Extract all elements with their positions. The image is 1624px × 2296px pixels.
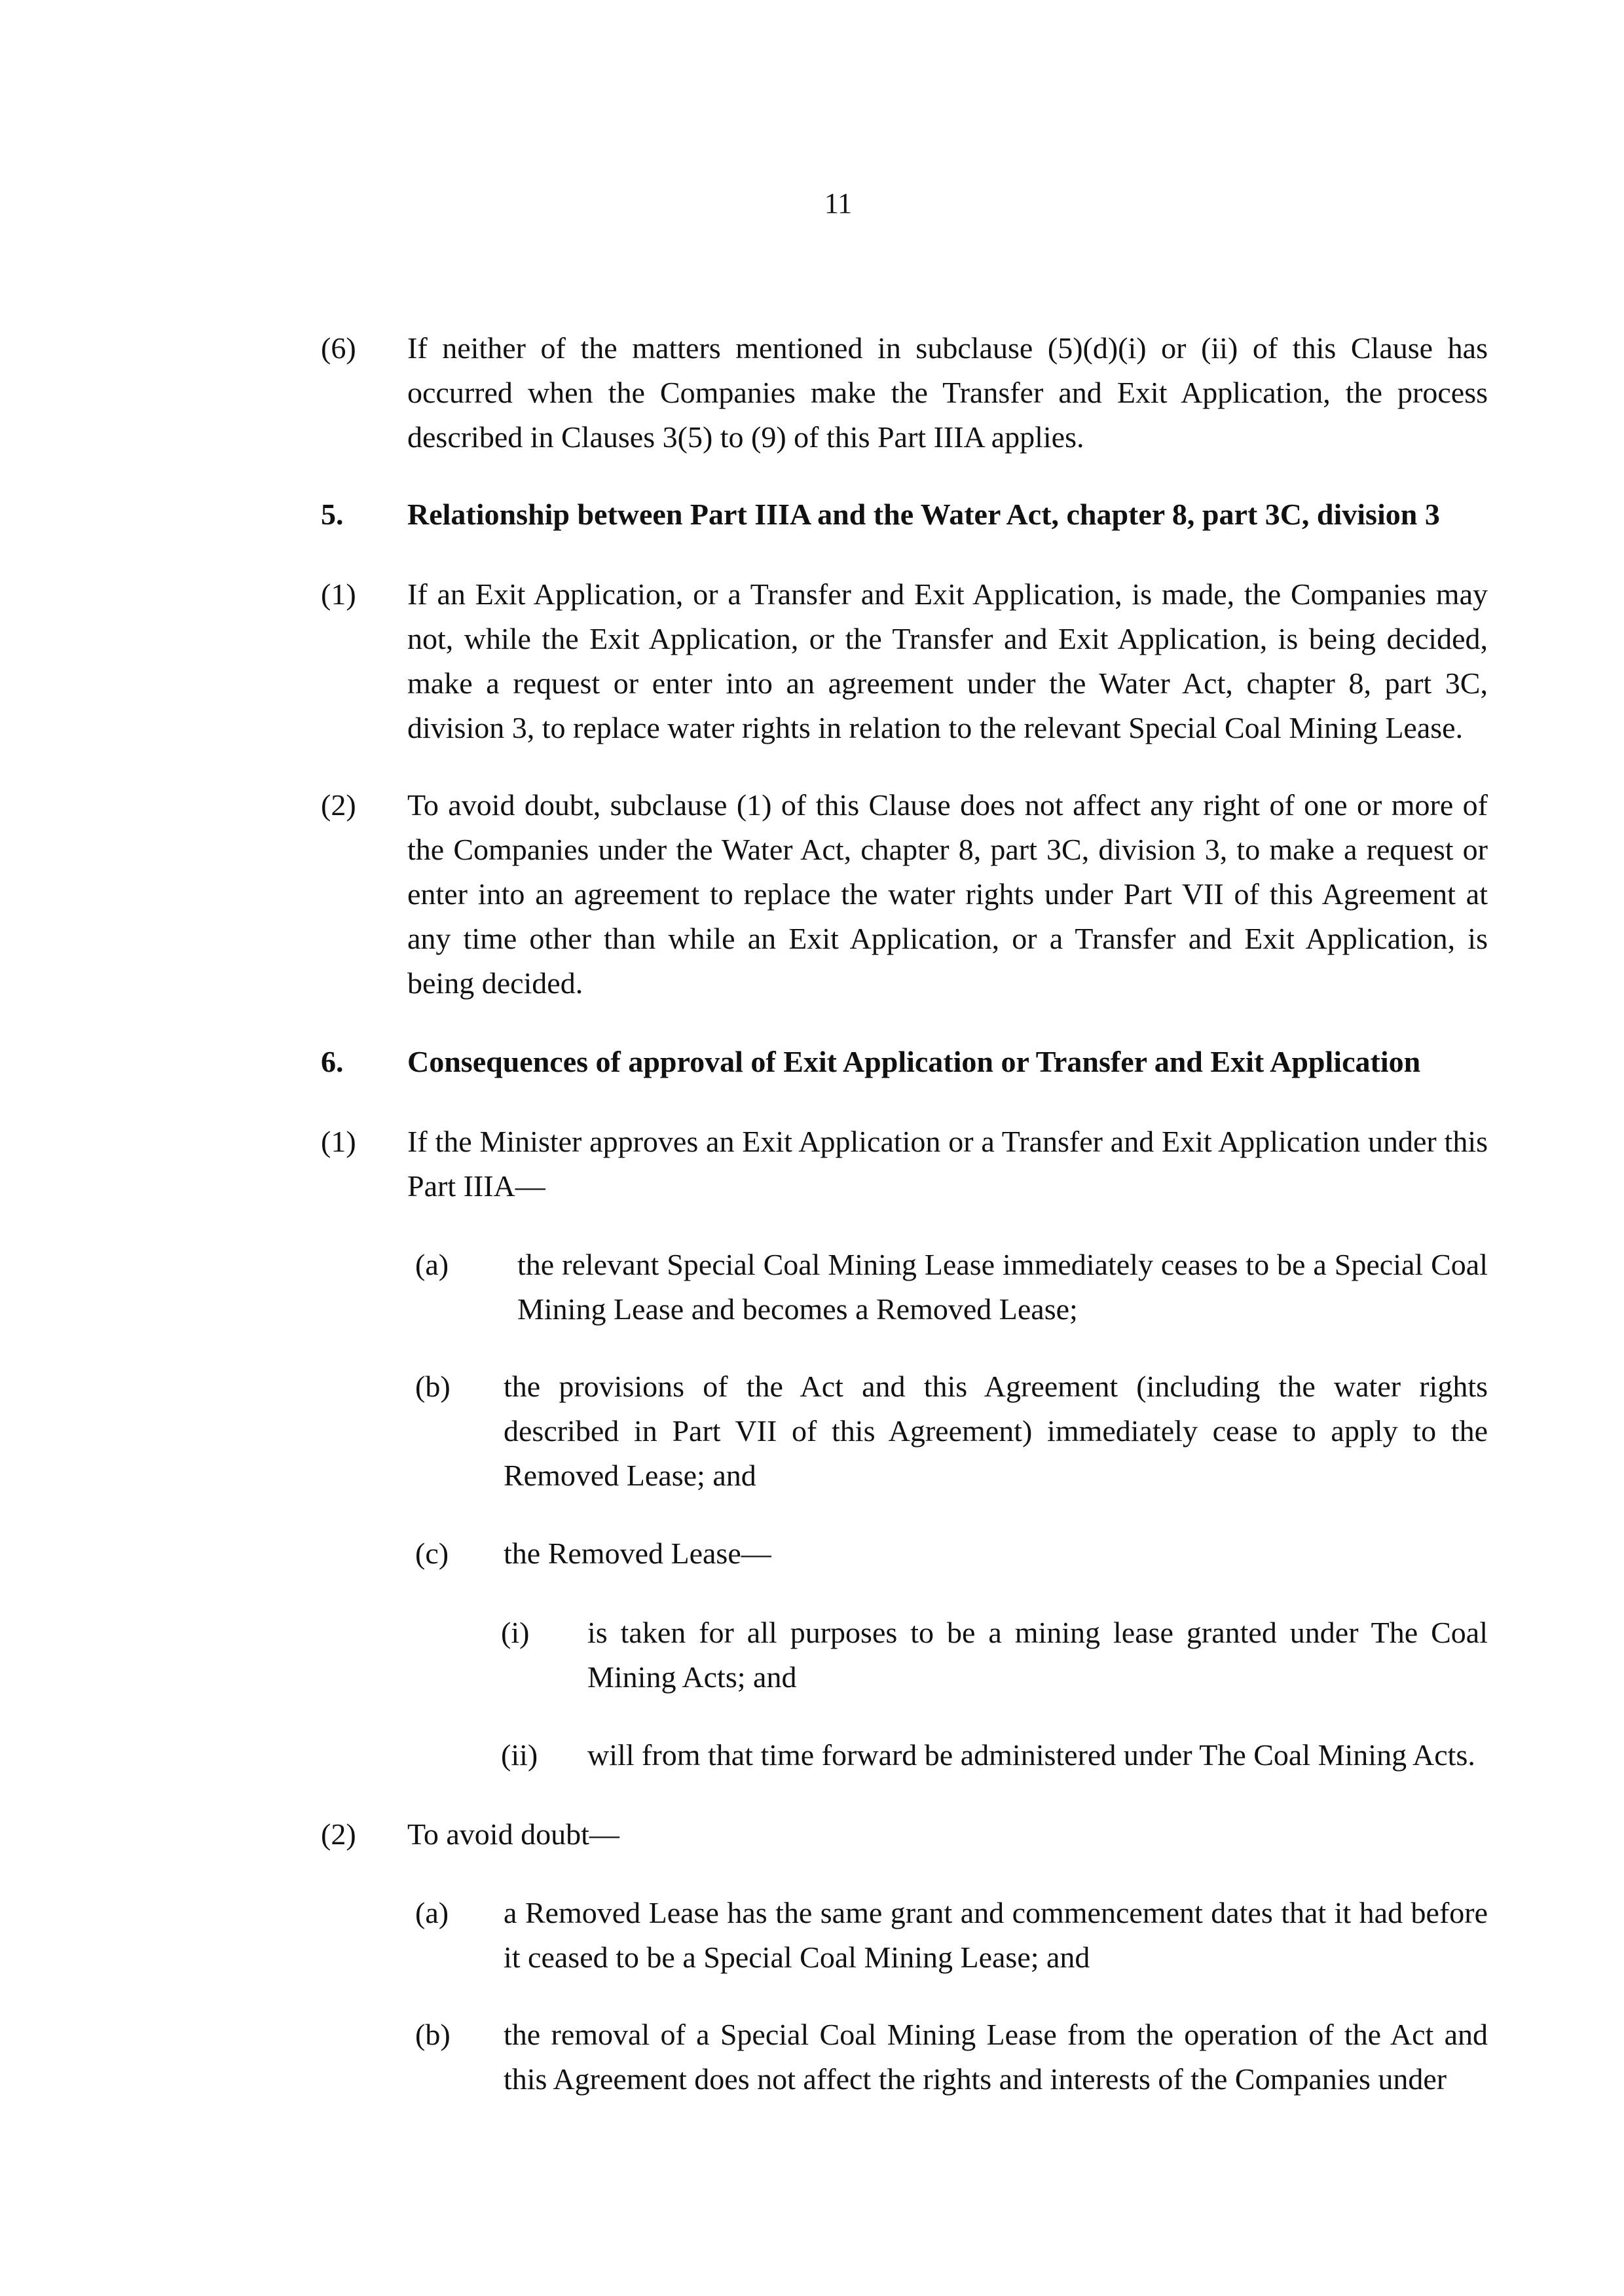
subclause-number: (1) (321, 1125, 356, 1158)
subclause-number: (1) (321, 577, 356, 611)
subclause-number: (6) (321, 331, 356, 365)
subclause-text: If the Minister approves an Exit Application or a Transfer and Exit Application under this Part IIIA— (407, 1125, 1488, 1203)
subparagraph-number: (i) (501, 1616, 530, 1649)
paragraph-text: the removal of a Special Coal Mining Lease from the operation of the Act and this Agreement does not affect the rights and interests of the Companies under (504, 2018, 1488, 2096)
paragraph-number: (b) (415, 1370, 451, 1403)
subclause-text: If an Exit Application, or a Transfer and Exit Application, is made, the Companies may not, while the Exit Application, or the Transfer and Exit Application, is being decided, make a request or enter into an agreement under the Water Act, chapter 8, part 3C, division 3, to replace water rights in relation to the relevant Special Coal Mining Lease. (407, 577, 1488, 744)
subclause-number: (2) (321, 1817, 356, 1851)
clause-heading: Consequences of approval of Exit Application or Transfer and Exit Application (407, 1045, 1421, 1078)
paragraph-text: the Removed Lease— (504, 1537, 771, 1570)
paragraph-text: the relevant Special Coal Mining Lease immediately ceases to be a Special Coal Mining Lease and becomes a Removed Lease; (517, 1248, 1488, 1326)
clause-heading: Relationship between Part IIIA and the Water Act, chapter 8, part 3C, division 3 (407, 498, 1440, 531)
paragraph-text: the provisions of the Act and this Agreement (including the water rights described in Part VII of this Agreement) immediately cease to apply to the Removed Lease; and (504, 1370, 1488, 1492)
paragraph-number: (a) (415, 1248, 449, 1281)
paragraph-number: (c) (415, 1537, 449, 1570)
paragraph-number: (b) (415, 2018, 451, 2051)
subclause-text: To avoid doubt, subclause (1) of this Clause does not affect any right of one or more of the Companies under the Water Act, chapter 8, part 3C, division 3, to make a request or enter into an agreement to replace the water rights under Part VII of this Agreement at any time other than while an Exit Application, or a Transfer and Exit Application, is being decided. (407, 788, 1488, 1000)
subclause-number: (2) (321, 788, 356, 822)
clause-number: 6. (321, 1045, 344, 1078)
subparagraph-text: will from that time forward be administered under The Coal Mining Acts. (587, 1738, 1475, 1772)
subclause-text: If neither of the matters mentioned in subclause (5)(d)(i) or (ii) of this Clause has occurred when the Companies make the Transfer and Exit Application, the process described in Clauses 3(5) to (9) of this Part IIIA applies. (407, 331, 1488, 454)
clause-number: 5. (321, 498, 344, 531)
paragraph-number: (a) (415, 1896, 449, 1929)
subparagraph-text: is taken for all purposes to be a mining lease granted under The Coal Mining Acts; and (587, 1616, 1488, 1694)
subparagraph-number: (ii) (501, 1738, 538, 1772)
page-number: 11 (824, 187, 853, 219)
paragraph-text: a Removed Lease has the same grant and commencement dates that it had before it ceased to be a Special Coal Mining Lease; and (504, 1896, 1488, 1974)
subclause-text: To avoid doubt— (407, 1817, 619, 1851)
